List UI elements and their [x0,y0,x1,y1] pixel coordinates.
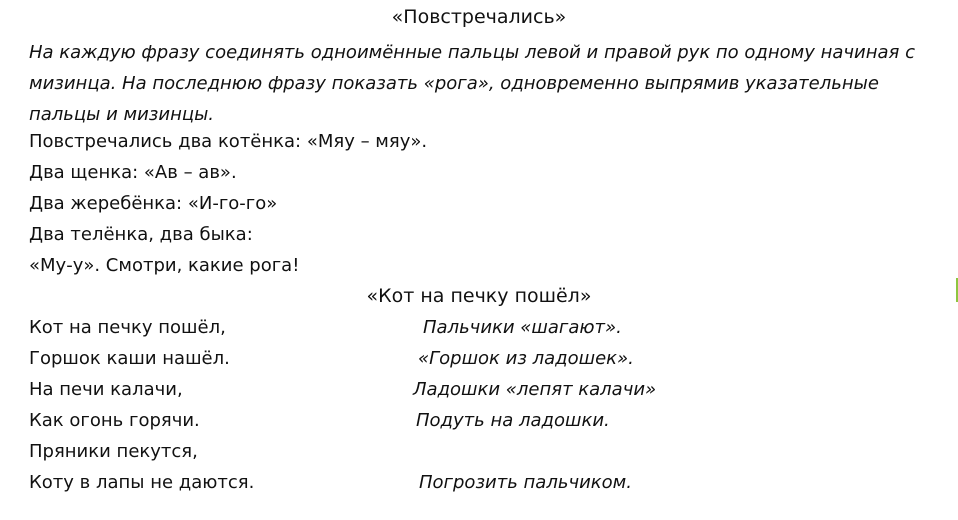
poem-row-text: Горшок каши нашёл. [29,348,230,369]
instruction-line: пальцы и мизинцы. [29,104,215,125]
poem-title-kot-na-pechku: «Кот на печку пошёл» [366,285,592,307]
poem-line: «Му-у». Смотри, какие рога! [29,255,300,276]
poem-row-text: Как огонь горячи. [29,410,200,431]
poem-row-text: Пряники пекутся, [29,441,198,462]
poem-row-action: «Горшок из ладошек». [418,348,634,369]
poem-row-text: Кот на печку пошёл, [29,317,226,338]
poem-row-text: На печи калачи, [29,379,183,400]
poem-row-action: Пальчики «шагают». [423,317,622,338]
poem-line: Два щенка: «Ав – ав». [29,162,237,183]
instruction-line: мизинца. На последнюю фразу показать «рога», одновременно выпрямив указательные [29,73,879,94]
instruction-line: На каждую фразу соединять одноимённые пальцы левой и правой рук по одному начиная с [29,42,915,63]
instruction-text [29,37,929,130]
poem-line: Два телёнка, два быка: [29,224,253,245]
poem-line: Повстречались два котёнка: «Мяу – мяу». [29,131,428,152]
poem-row-text: Коту в лапы не даются. [29,472,255,493]
poem-title-povstrechalis: «Повстречались» [391,6,567,28]
poem-row-action: Погрозить пальчиком. [419,472,632,493]
poem-line: Два жеребёнка: «И-го-го» [29,193,278,214]
poem-row-action: Подуть на ладошки. [416,410,610,431]
poem-row-action: Ладошки «лепят калачи» [413,379,657,400]
